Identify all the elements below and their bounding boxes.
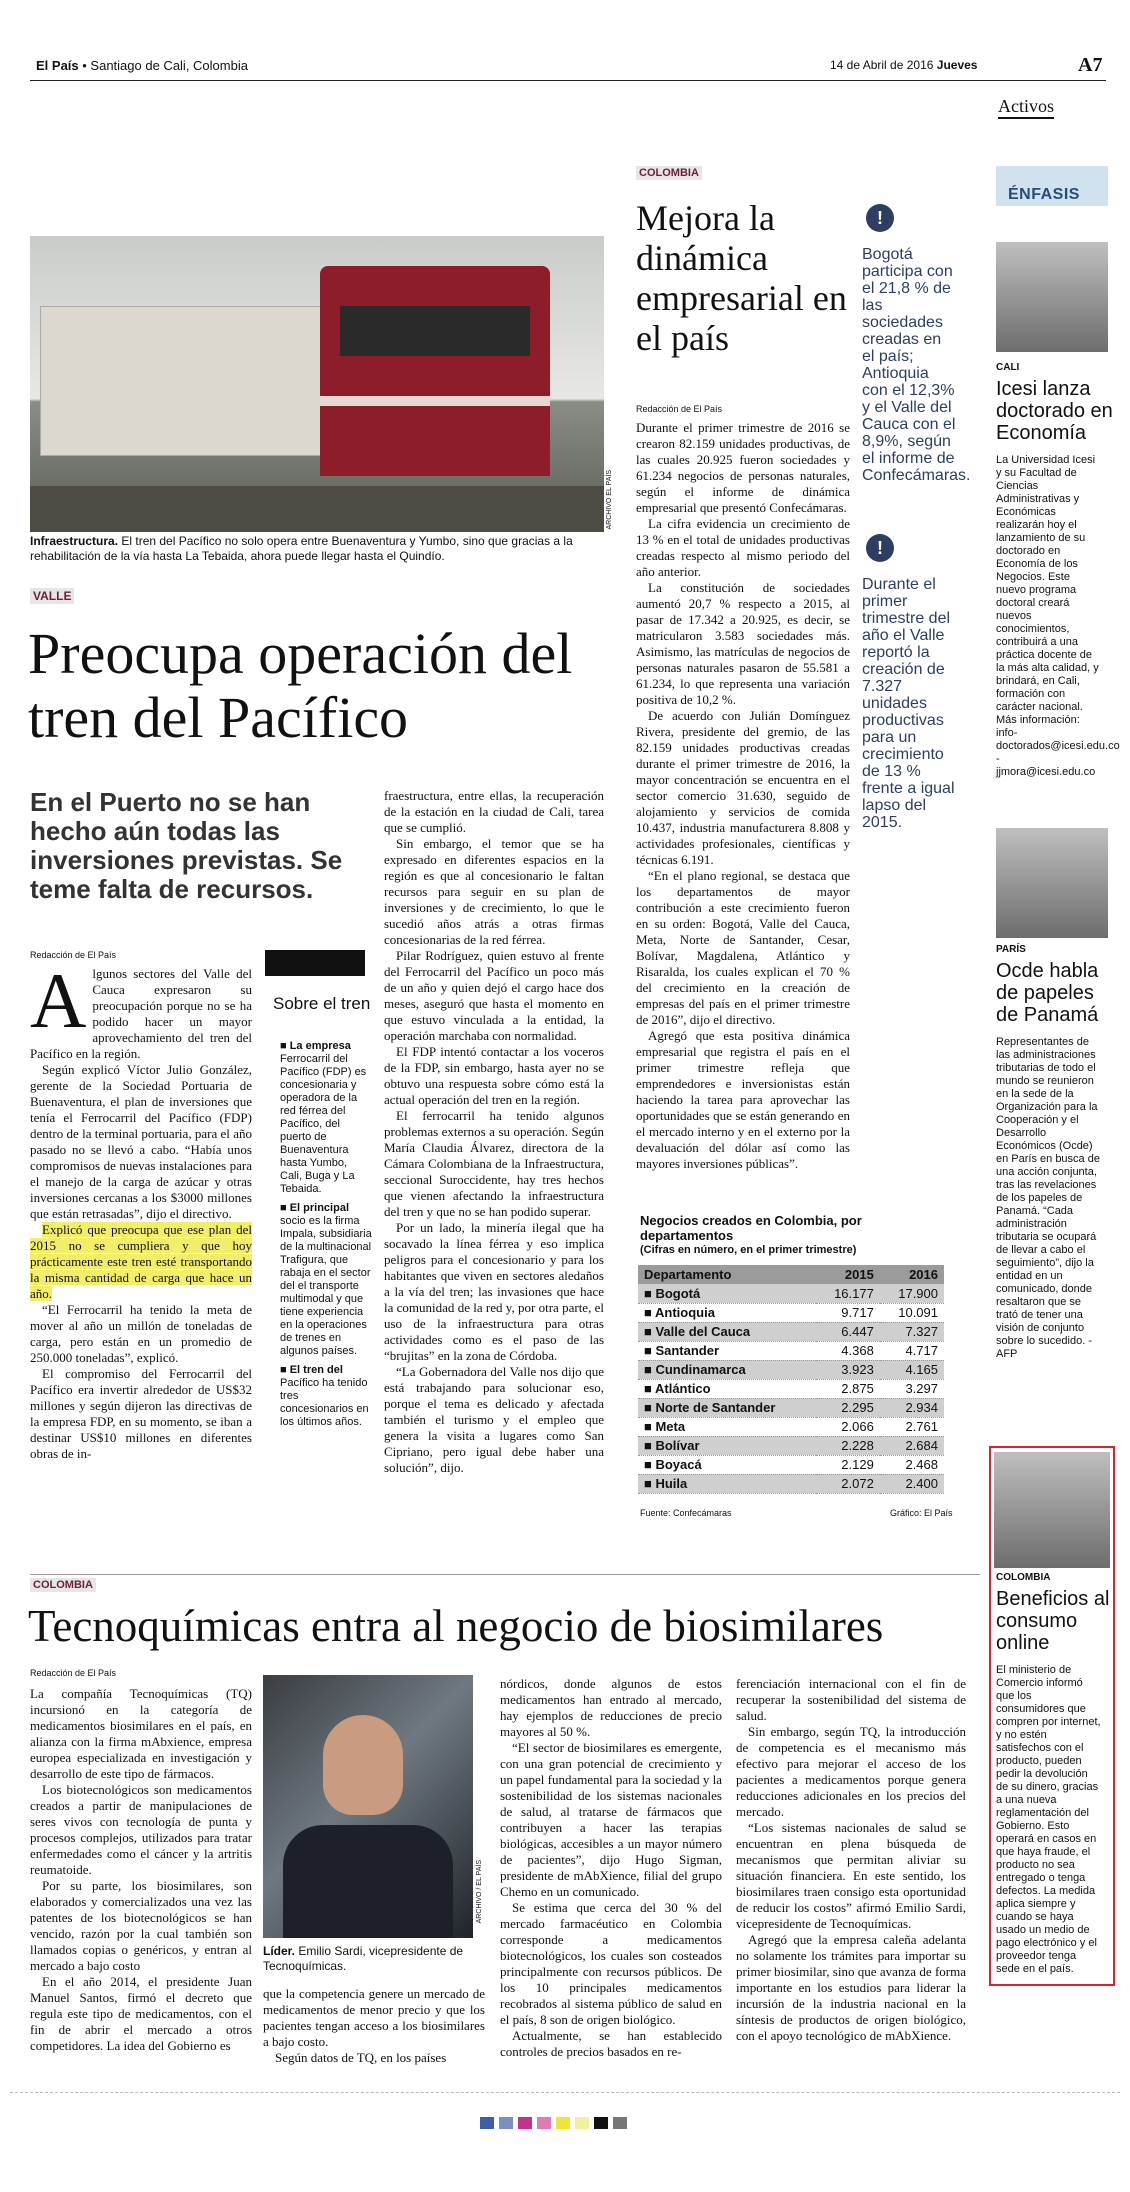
paragraph: ferenciación internacional con el fin de recuperar la sostenibilidad del sistema de salud. [736, 1676, 966, 1723]
page-number: A7 [1078, 54, 1103, 76]
sidebar-facts [280, 1040, 372, 1429]
table-source: Fuente: Confecámaras [640, 1508, 732, 1518]
table-graphic-credit: Gráfico: El País [890, 1508, 953, 1518]
paragraph: El compromiso del Ferrocarril del Pacífico era invertir alrededor de US$32 millones y según dijeron las directivas de la empresa FDP, en su momento, se iban a destinar US$10 millones en diferentes obras de in- [30, 1366, 252, 1461]
color-swatch [556, 2117, 570, 2129]
color-swatch [499, 2117, 513, 2129]
photo-caption [263, 1944, 475, 1974]
headline: Tecnoquímicas entra al negocio de biosimilares [28, 1601, 884, 1651]
table-row: ■ Huila 2.072 2.400 [638, 1474, 944, 1493]
rail-track [30, 486, 604, 532]
headline: Mejora la dinámica empresarial en el país [636, 198, 847, 358]
table-row: ■ Bolívar 2.228 2.684 [638, 1436, 944, 1455]
drop-cap: A [30, 957, 87, 1044]
paragraph: Según explicó Víctor Julio González, gerente de la Sociedad Portuaria de Buenaventura, el plan de inversiones que tenía el Ferrocarril del Pacífico (FDP) dentro de la terminal portuaria, para el año pasado no se llevó a cabo. “Había unos compromisos de nuevas instalaciones para el manejo de la carga de azúcar y otras inversiones cercanas a los $3000 millones que están retrasadas”, dijo el directivo. [30, 1062, 252, 1221]
paper-name: El País [36, 58, 79, 73]
train-column-1 [30, 957, 252, 1462]
color-swatch [537, 2117, 551, 2129]
brief-headline: Beneficios al consumo online [996, 1588, 1110, 1654]
section-name: Activos [998, 96, 1054, 119]
fact-callout: Bogotá participa con el 21,8 % de las sociedades creadas en el país; Antioquia con el 12,3% y el Valle del Cauca con el 8,9%, según el informe de Confecámaras. [862, 246, 971, 484]
paragraph: Actualmente, se han establecido controles de precios basados en re- [500, 2028, 722, 2059]
paragraph: En el año 2014, el presidente Juan Manuel Santos, firmó el decreto que regula este tipo de medicamentos, con el fin de abrir el mercado a otros competidores. La idea del Gobierno es [30, 1974, 252, 2053]
section-rule [30, 1574, 980, 1575]
date: 14 de Abril de 2016 [830, 58, 934, 72]
caption-text: El tren del Pacífico no solo opera entre Buenaventura y Yumbo, sino que gracias a la rehabilitación de la vía hasta La Tebaida, ahora puede llegar hasta el Quindío. [30, 534, 573, 563]
paragraph: que la competencia genere un mercado de medicamentos de menor precio y que los pacientes tengan acceso a los biosimilares a bajo costo. [263, 1986, 485, 2049]
table-header-row [638, 1265, 944, 1284]
alert-icon: ! [866, 204, 894, 232]
caption-text: Emilio Sardi, vicepresidente de Tecnoquímicas. [263, 1944, 464, 1973]
paragraph: “En el plano regional, se destaca que los departamentos de mayor contribución a este crecimiento fueron en su orden: Bogotá, Valle del Cauca, Meta, Norte de Santander, Cesar, Bolívar, Magdalena, Atlántico y Risaralda, los cuales explican el 70 % del crecimiento en la creación de empresas del país en el primer trimestre de 2016”, dijo el directivo. [636, 868, 850, 1027]
paragraph: La compañía Tecnoquímicas (TQ) incursionó en la categoría de medicamentos biosimilares en el país, en alianza con la firma mAbxience, empresa europea especializada en investigación y desarrollo de este tipo de fármacos. [30, 1686, 252, 1781]
paragraph: Agregó que la empresa caleña adelanta no solamente los trámites para importar su primer biosimilar, sino que avanza de forma importante en los estudios para liderar la incursión de la industria nacional en la síntesis de productos de origen biológico, con el apoyo tecnológico de mAbXience. [736, 1932, 966, 2043]
paragraph: Agregó que esta positiva dinámica empresarial que registra el país en el primer trimestre refleja que emprendedores e inversionistas están haciendo la tarea para aprovechar las oportunidades que se están generando en el mercado interno y en el externo por la devaluación del dólar así como las mayores inversiones públicas”. [636, 1028, 850, 1171]
table-row: ■ Boyacá 2.129 2.468 [638, 1455, 944, 1474]
paragraph: Por su parte, los biosimilares, son elaborados y comercializados una vez las patentes de los biotecnológicos se han vencido, razón por la cual también son llamados copias o genéricos, y entran al mercado a bajo costo [30, 1878, 252, 1973]
paragraph: “El Ferrocarril ha tenido la meta de mover al año un millón de toneladas de carga, pero están en un promedio de 250.000 toneladas”, explicó. [30, 1302, 252, 1365]
masthead: El País • Santiago de Cali, Colombia [36, 58, 248, 73]
icesi-photo [996, 242, 1108, 352]
brief-tag: PARÍS [996, 944, 1026, 955]
paragraph: Sin embargo, según TQ, la introducción de competencia es el mecanismo más efectivo para mejorar el acceso de los pacientes a medicamentos porque genera reducciones adicionales en los precios del mercado. [736, 1724, 966, 1819]
photo-credit: ARCHIVO / EL PAÍS [476, 1860, 483, 1924]
table-row: ■ Atlántico 2.875 3.297 [638, 1379, 944, 1398]
brief-tag: CALI [996, 362, 1020, 373]
brief-body: Representantes de las administraciones tributarias de todo el mundo se reunieron en la sede de la Organización para la Cooperación y el Desarrollo Económicos (Ocde) en París en busca de una acción conjunta, tras las revelaciones de los papeles de Panamá. “Cada administración tributaria se ocupará de llevar a cabo el seguimiento”, dijo la entidad en un comunicado, donde resaltaron que se trató de tener una visión de conjunto sobre lo sucedido. -AFP [996, 1036, 1100, 1360]
column-header: Departamento [638, 1265, 816, 1284]
table-row: ■ Santander 4.368 4.717 [638, 1341, 944, 1360]
suit-shape [283, 1825, 453, 1938]
table-subtitle: (Cifras en número, en el primer trimestre) [640, 1244, 857, 1256]
registration-color-bar [480, 2117, 632, 2129]
alert-icon: ! [866, 534, 894, 562]
header-rule [30, 80, 1106, 81]
paragraph: Durante el primer trimestre de 2016 se crearon 82.159 unidades productivas, de las cuales 20.925 fueron sociedades y 61.234 negocios de personas naturales, según el informe de dinámica empresarial que presentó Confecámaras. [636, 420, 850, 515]
paragraph: Por un lado, la minería ilegal que ha socavado la línea férrea y eso implica peligros para el concesionario y para los habitantes que viven en sectores aledaños a la vía del tren; las invasiones que hace la comunidad de la red y, por otra parte, el uso de la infraestructura para otras actividades como es el paso de las “brujitas” en la zona de Córdoba. [384, 1220, 604, 1363]
brief-headline: Icesi lanza doctorado en Economía [996, 378, 1113, 444]
weekday: Jueves [936, 58, 978, 72]
paragraph: fraestructura, entre ellas, la recuperación de la estación en la ciudad de Cali, tarea que se cumplió. [384, 788, 604, 835]
brief-headline: Ocde habla de papeles de Panamá [996, 960, 1099, 1026]
table-row: ■ Norte de Santander 2.295 2.934 [638, 1398, 944, 1417]
online-photo [994, 1452, 1110, 1568]
sardi-photo [263, 1675, 473, 1938]
paragraph: “El sector de biosimilares es emergente, con una gran potencial de crecimiento y un papel fundamental para la sociedad y la sostenibilidad de los sistemas nacionales de salud, al tratarse de fármacos que contribuyen a hacer las terapias biológicas, accesibles a un mayor número de pacientes”, dijo Hugo Sigman, presidente de mAbXience, filial del grupo Chemo en un comunicado. [500, 1740, 722, 1899]
paragraph: Según datos de TQ, en los países [275, 2050, 447, 2065]
color-swatch [480, 2117, 494, 2129]
face-shape [323, 1715, 403, 1815]
paragraph: Pilar Rodríguez, quien estuvo al frente del Ferrocarril del Pacífico un poco más de un año y quien dejó el cargo hace dos meses, aseguró que hasta el momento en que estuvo vinculada a la entidad, la operación marchaba con normalidad. [384, 948, 604, 1043]
brief-body: El ministerio de Comercio informó que los consumidores que compren por internet, y no estén satisfechos con el producto, pueden pedir la devolución de su dinero, gracias a una nueva reglamentación del Gobierno. Esto operará en casos en que haya fraude, el producto no sea entregado o tenga defectos. La medida aplica siempre y cuando se haya usado un medio de pago electrónico y el proveedor tenga sede en el país. [996, 1664, 1101, 1975]
sidebar-item: ■ El tren del Pacífico ha tenido tres concesionarios en los últimos años. [280, 1364, 369, 1428]
sidebar-item: ■ El principal socio es la firma Impala, subsidiaria de la multinacional Trafigura, que rabaja en el sector del el transporte multimodal y que tiene experiencia en la operaciones de trenes en algunos países. [280, 1202, 372, 1357]
city-line: Santiago de Cali, Colombia [90, 58, 248, 73]
color-swatch [575, 2117, 589, 2129]
color-swatch [613, 2117, 627, 2129]
table-title: Negocios creados en Colombia, por departamentos [640, 1213, 862, 1243]
caption-lead: Líder. [263, 1944, 296, 1958]
paragraph: lgunos sectores del Valle del Cauca expresaron su preocupación porque no se ha podido hacer un mayor aprovechamiento del tren del Pacífico en la región. [30, 966, 252, 1061]
brief-tag: COLOMBIA [996, 1572, 1051, 1583]
section-tag: COLOMBIA [30, 1578, 96, 1592]
paragraph: El FDP intentó contactar a los voceros de la FDP, sin embargo, hasta ayer no se obtuvo una respuesta sobre cómo está la actual operación del tren en la región. [384, 1044, 604, 1107]
tq-column-2 [263, 1986, 485, 2066]
tq-column-4 [736, 1676, 966, 2044]
paragraph: “La Gobernadora del Valle nos dijo que está trabajando para solucionar eso, porque el tema es delicado y afectada también el turismo y el empleo que genera la visita a lugares como San Cipriano, pero igual debe haber una solución”, dijo. [384, 1364, 604, 1475]
departments-table [638, 1265, 944, 1494]
highlighted-paragraph: Explicó que preocupa que ese plan del 2015 no se cumpliera y que hoy prácticamente este tren esté transportando la misma cantidad de carga que hace un año. [30, 1222, 252, 1301]
color-swatch [518, 2117, 532, 2129]
paragraph: Sin embargo, el temor que se ha expresado en diferentes espacios en la región es que al concesionario le faltan recursos para seguir en su plan de inversiones y de crecimiento, lo que le sucedió años atrás a otras firmas concesionarias de la red férrea. [384, 836, 604, 947]
sidebar-item: ■ La empresa Ferrocarril del Pacífico (FDP) es concesionaria y operadora de la red férrea del Pacífico, del puerto de Buenaventura hasta Yumbo, Cali, Buga y La Tebaida. [280, 1040, 367, 1195]
table-row: ■ Antioquia 9.717 10.091 [638, 1303, 944, 1322]
train-column-2 [384, 788, 604, 1476]
table-row: ■ Valle del Cauca 6.447 7.327 [638, 1322, 944, 1341]
byline: Redacción de El País [30, 1668, 117, 1678]
section-tag: COLOMBIA [636, 166, 702, 180]
paragraph: De acuerdo con Julián Domínguez Rivera, presidente del gremio, de las 82.159 unidades productivas creadas durante el primer trimestre de 2016, la mayor concentración se encuentra en el sector comercio 31.630, seguido de alojamiento y servicios de comida 10.437, industria manufacturera 8.808 y actividades profesionales, científicas y técnicas 6.191. [636, 708, 850, 867]
subheadline: En el Puerto no se han hecho aún todas las inversiones previstas. Se teme falta de recursos. [30, 787, 343, 904]
section-tag: VALLE [30, 588, 74, 604]
photo-credit: ARCHIVO EL PAÍS [606, 470, 613, 530]
paragraph: El ferrocarril ha tenido algunos problemas externos a su operación. Según María Claudia Álvarez, directora de la Cámara Colombiana de la Infraestructura, seccional Suroccidente, hay tres hechos que vienen afectando la infraestructura del tren y que no se han podido superar. [384, 1108, 604, 1219]
color-swatch [594, 2117, 608, 2129]
sidebar-black-bar [265, 950, 365, 976]
byline: Redacción de El País [30, 950, 117, 960]
caption-lead: Infraestructura. [30, 534, 119, 548]
paragraph: Los biotecnológicos son medicamentos creados a partir de manipulaciones de seres vivos con tecnología de punta y procesos complejos, utilizados para tratar enfermedades como el cáncer y la artritis reumatoide. [30, 1782, 252, 1877]
enfasis-title: ÉNFASIS [1008, 186, 1080, 203]
station-building [40, 306, 340, 456]
table-row: ■ Cundinamarca 3.923 4.165 [638, 1360, 944, 1379]
sidebar-title: Sobre el tren [273, 994, 371, 1013]
paragraph: Se estima que cerca del 30 % del mercado farmacéutico en Colombia corresponde a medicamentos biotecnológicos, los cuales son costeados principalmente con recursos públicos. De los 10 principales medicamentos recobrados al sistema público de salud en el país, 8 son de origen biológico. [500, 1900, 722, 2027]
date-line [830, 58, 977, 72]
paragraph: La cifra evidencia un crecimiento de 13 % en el total de unidades productivas creadas respecto al mismo periodo del año anterior. [636, 516, 850, 579]
tq-column-3 [500, 1676, 722, 2060]
paris-photo [996, 828, 1108, 938]
mejora-column [636, 420, 850, 1172]
photo-caption [30, 534, 610, 564]
cut-line [10, 2092, 1120, 2093]
locomotive [320, 266, 550, 476]
headline: Preocupa operación del tren del Pacífico [28, 621, 573, 750]
byline: Redacción de El País [636, 404, 723, 414]
column-header: 2015 [816, 1265, 880, 1284]
column-header: 2016 [880, 1265, 944, 1284]
tq-column-1 [30, 1686, 252, 2054]
table-row: ■ Bogotá 16.177 17.900 [638, 1284, 944, 1303]
paragraph: “Los sistemas nacionales de salud se encuentran en plena búsqueda de mecanismos que permitan aliviar su situación financiera. En este sentido, los biosimilares traen consigo esta oportunidad de reducir los costos” afirmó Emilio Sardi, vicepresidente de Tecnoquímicas. [736, 1820, 966, 1931]
paragraph: La constitución de sociedades aumentó 20,7 % respecto a 2015, al pasar de 17.342 a 20.925, es decir, se matricularon 3.583 sociedades más. Asimismo, las matrículas de negocios de personas naturales pasaron de 55.581 a 61.234, lo que representa una variación positiva de 10,2 %. [636, 580, 850, 707]
fact-callout: Durante el primer trimestre del año el Valle reportó la creación de 7.327 unidades productivas para un crecimiento de 13 % frente a igual lapso del 2015. [862, 576, 955, 831]
train-photo [30, 236, 604, 532]
paragraph: nórdicos, donde algunos de estos medicamentos han entrado al mercado, hay ejemplos de reducciones de precio mayores al 50 %. [500, 1676, 722, 1739]
table-row: ■ Meta 2.066 2.761 [638, 1417, 944, 1436]
brief-body: La Universidad Icesi y su Facultad de Ciencias Administrativas y Económicas realizarán hoy el lanzamiento de su doctorado en Economía de los Negocios. Este nuevo programa doctoral creará nuevos conocimientos, contribuirá a una práctica docente de la más alta calidad, y brindará, en Cali, formación con carácter nacional. Más información: info-doctorados@icesi.edu.co - jjmora@icesi.edu.co [996, 454, 1120, 778]
